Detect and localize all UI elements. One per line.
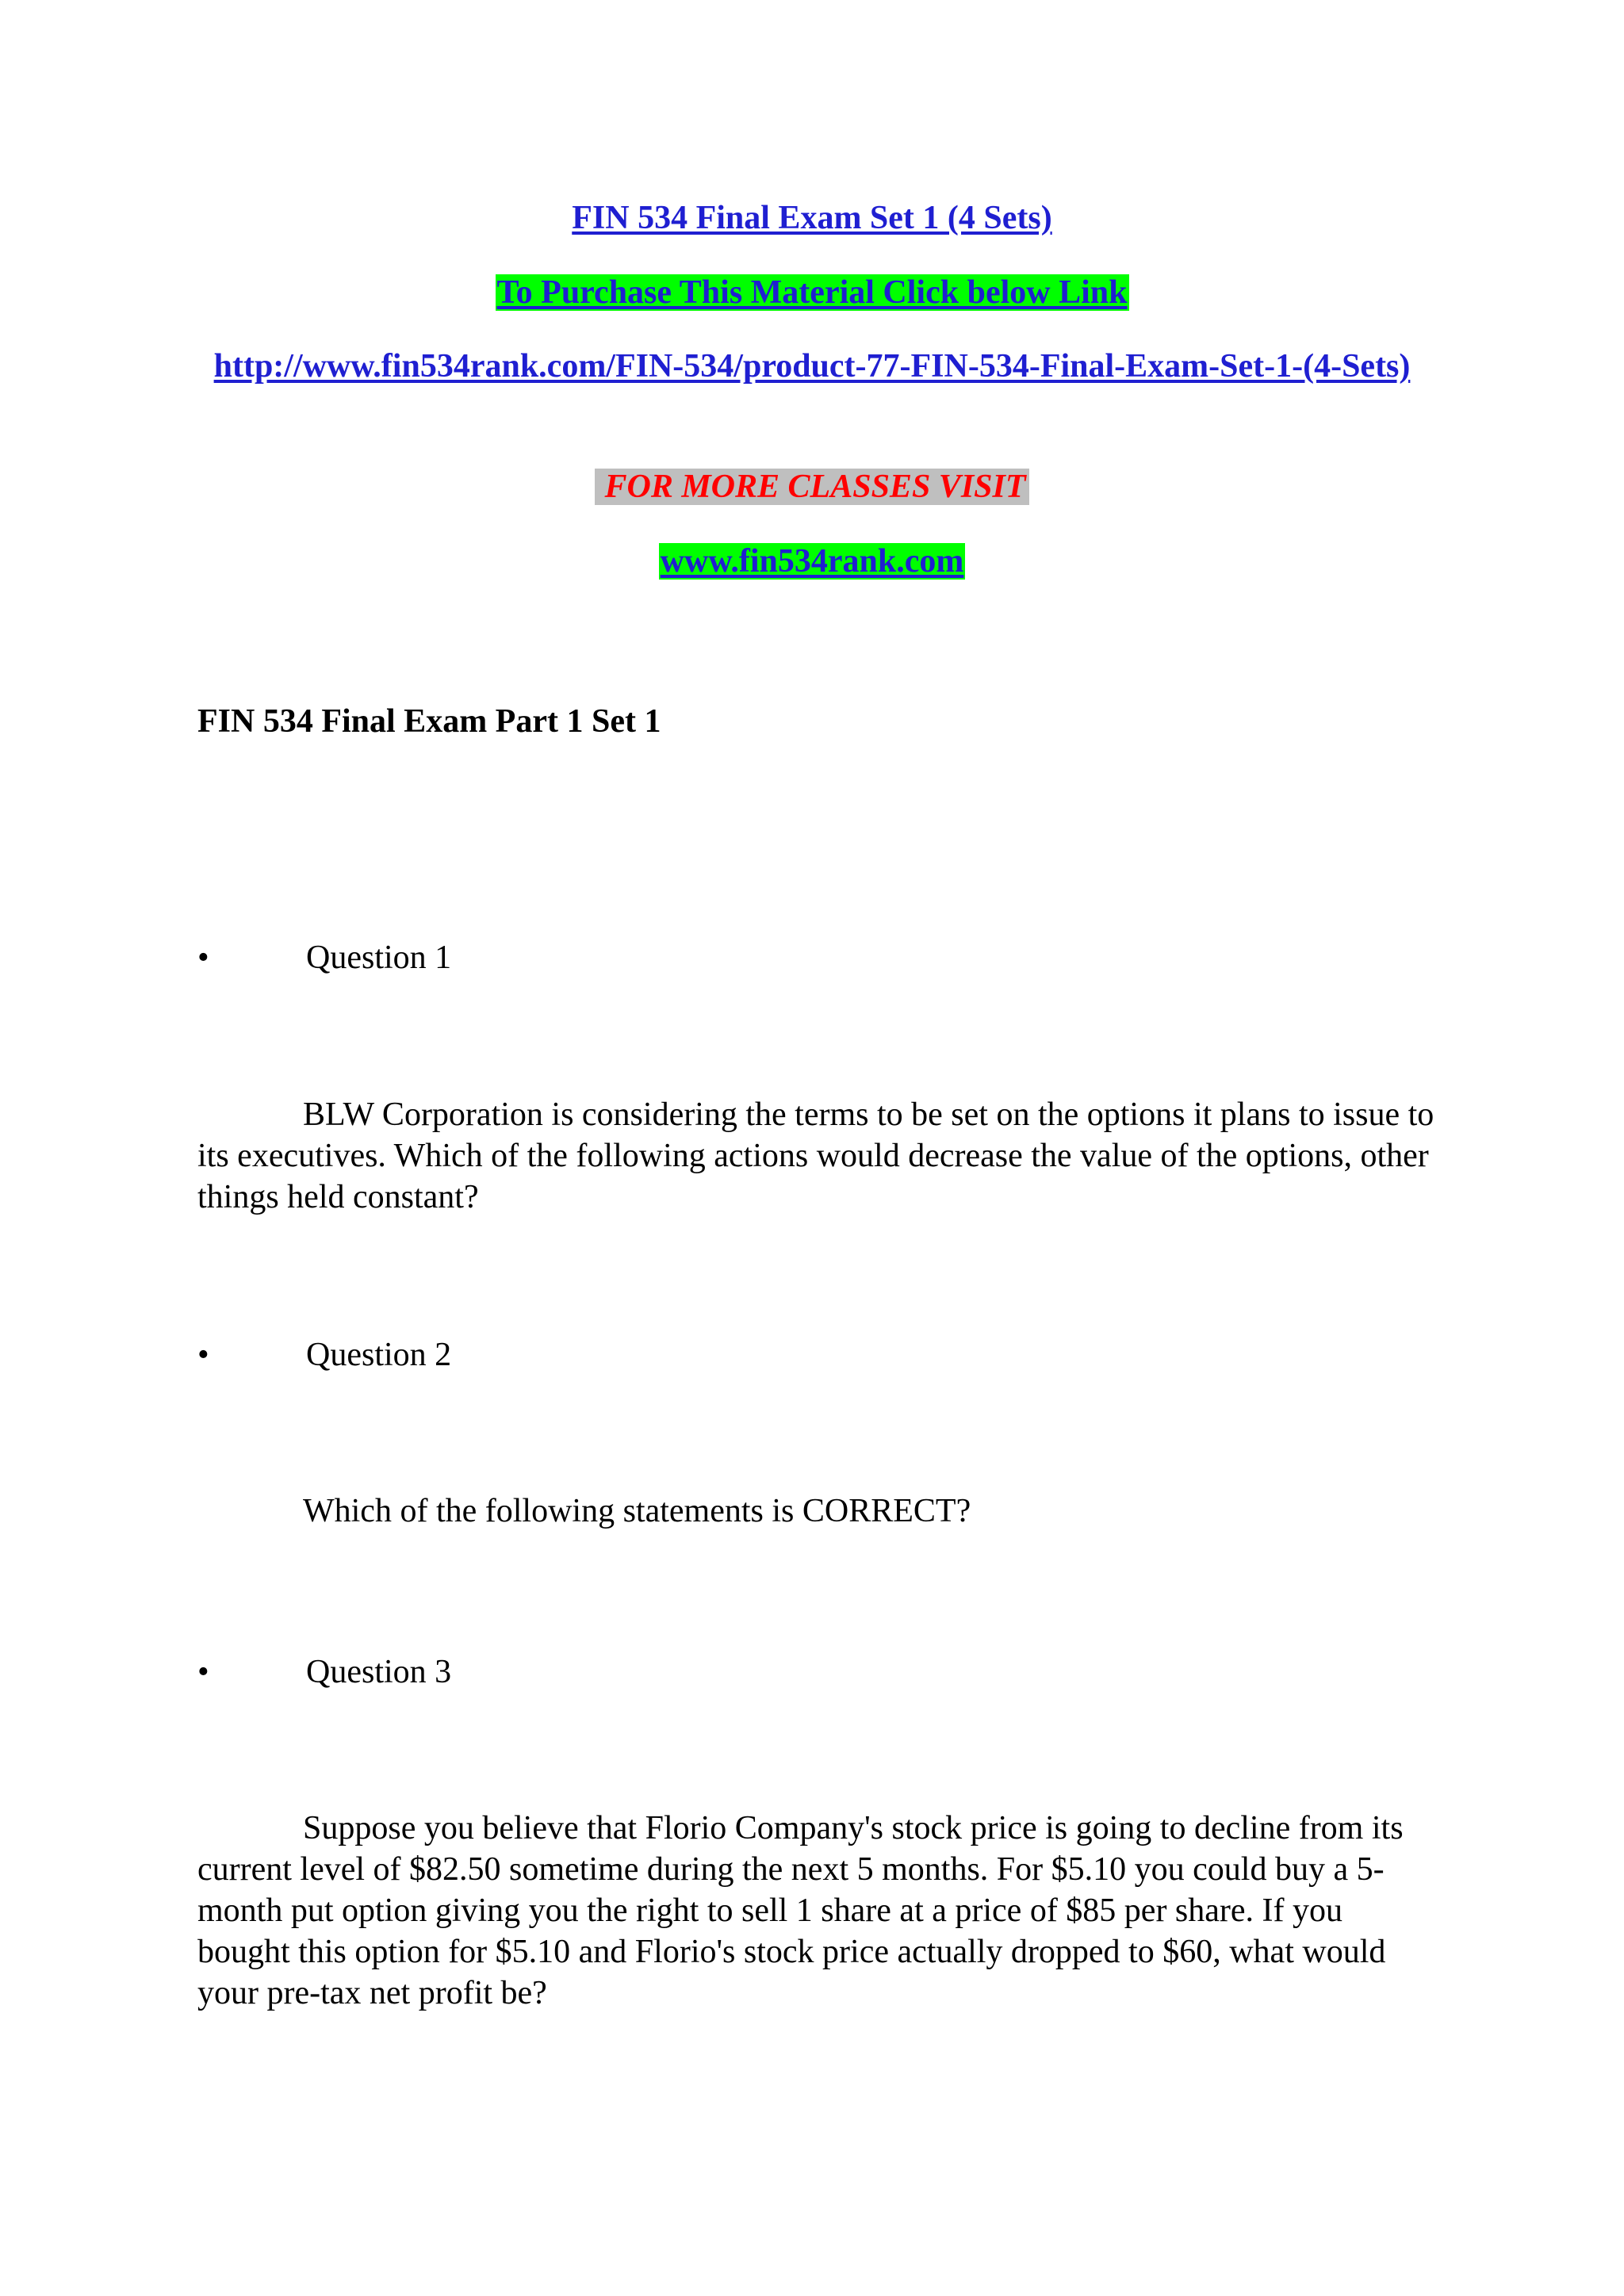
more-classes-line — [0, 463, 1624, 511]
bullet-icon: • — [197, 939, 209, 976]
bullet-icon: • — [197, 1337, 209, 1373]
purchase-link[interactable]: To Purchase This Material Click below Link — [496, 274, 1128, 311]
more-classes-banner: FOR MORE CLASSES VISIT — [595, 469, 1028, 505]
product-url-line — [198, 342, 1426, 390]
purchase-line — [0, 269, 1624, 316]
question-1-label: Question 1 — [306, 939, 452, 976]
product-url-link[interactable]: http://www.fin534rank.com/FIN-534/product-77-FIN-534-Final-Exam-Set-1-(4-Sets) — [213, 348, 1411, 385]
question-3-label: Question 3 — [306, 1654, 452, 1690]
question-2-label: Question 2 — [306, 1337, 452, 1373]
question-2-text: Which of the following statements is CORRECT? — [303, 1493, 971, 1529]
section-heading: FIN 534 Final Exam Part 1 Set 1 — [197, 703, 661, 740]
title-line — [0, 194, 1624, 242]
question-3-text: Suppose you believe that Florio Company's stock price is going to decline from its current level of $82.50 sometime during the next 5 months. For $5.10 you could buy a 5-month put option giving you the right to sell 1 share at a price of $85 per share. If you bought this option for $5.10 and Florio's stock price actually dropped to $60, what would your pre-tax net profit be? — [197, 1810, 1404, 2011]
bullet-icon: • — [197, 1654, 209, 1690]
site-line — [0, 538, 1624, 585]
question-1-text: BLW Corporation is considering the terms to be set on the options it plans to issue to its executives. Which of the following actions would decrease the value of the options, other things held constant? — [197, 1096, 1434, 1215]
site-link[interactable]: www.fin534rank.com — [660, 543, 964, 580]
title-link[interactable]: FIN 534 Final Exam Set 1 (4 Sets) — [572, 200, 1052, 236]
